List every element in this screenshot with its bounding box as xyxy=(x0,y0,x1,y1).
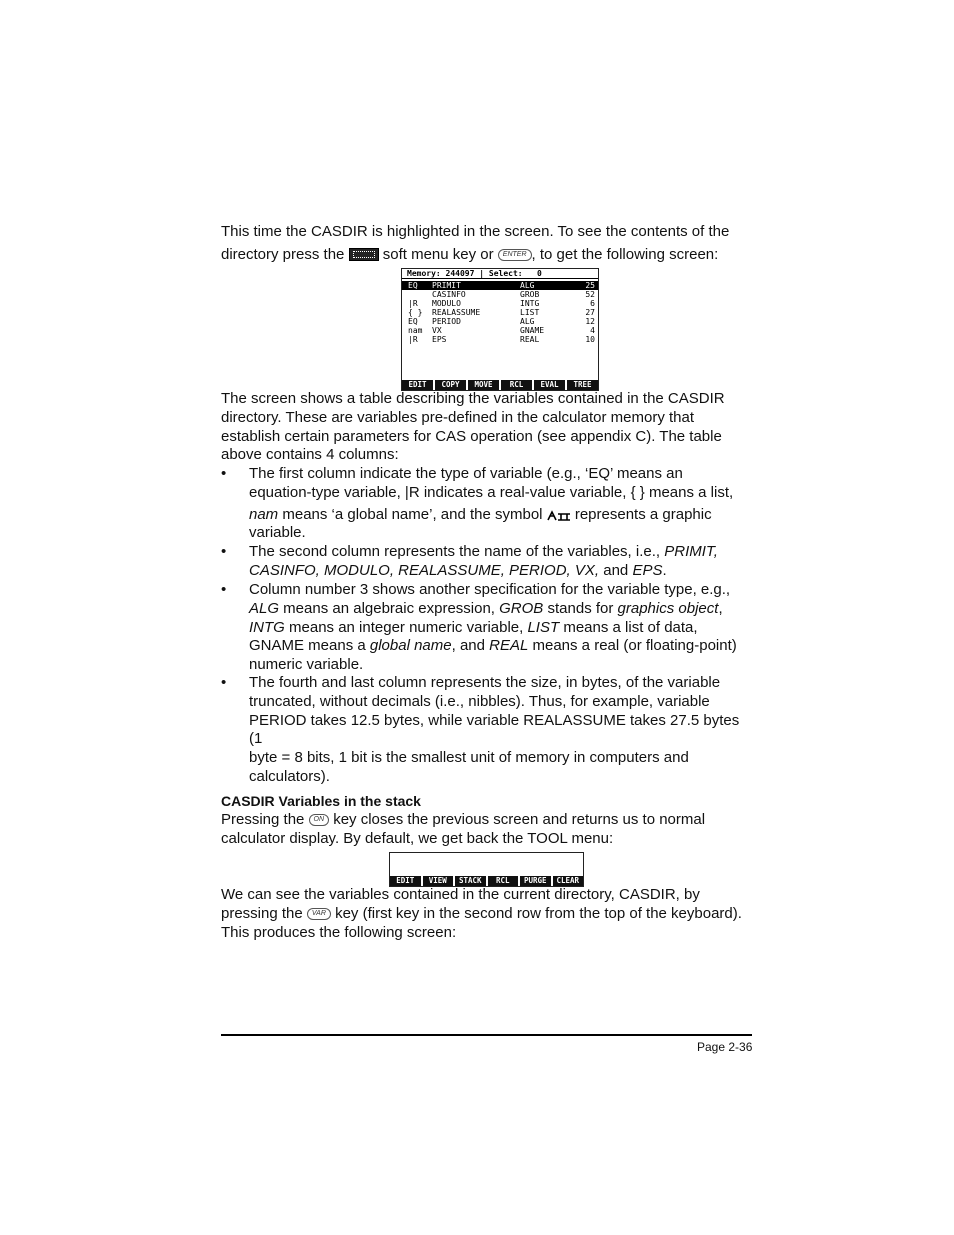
variable-name: PRIMIT xyxy=(432,281,461,290)
screen-header: Memory: 244097 | Select: 0 xyxy=(402,269,598,279)
variable-name: MODULO xyxy=(432,299,461,308)
bullet-1-text: The first column indicate the type of variable (e.g., ‘EQ’ means an equation-type variable, |R indicates a real-value variable, { } means a list, nam means ‘a global name’, and the symbol represents a graphic variable. xyxy=(249,465,734,542)
grob-icon xyxy=(547,509,571,521)
bullet-column-4 xyxy=(221,674,751,787)
calculator-screen-tool-menu xyxy=(389,852,584,887)
variable-size: 4 xyxy=(590,326,595,335)
section-line-1: Pressing the ON key closes the previous screen and returns us to normal xyxy=(221,810,706,828)
variable-size: 27 xyxy=(585,308,595,317)
variable-name: PERIOD xyxy=(432,317,461,326)
bullet-dot: • xyxy=(221,674,227,691)
variable-type: EQ xyxy=(408,281,418,290)
bullet-column-3 xyxy=(221,581,751,675)
menu-edit[interactable]: EDIT xyxy=(402,380,433,390)
menu-purge[interactable]: PURGE xyxy=(520,876,551,886)
variable-row[interactable] xyxy=(402,317,598,326)
menu-edit[interactable]: EDIT xyxy=(390,876,421,886)
var-key-icon: VAR xyxy=(307,908,331,920)
variable-kind: ALG xyxy=(520,317,535,326)
on-key-icon: ON xyxy=(309,814,330,826)
variable-row[interactable] xyxy=(402,326,598,335)
variable-row[interactable] xyxy=(402,335,598,344)
menu-eval[interactable]: EVAL xyxy=(534,380,565,390)
variable-type: { } xyxy=(408,308,423,317)
menu-stack[interactable]: STACK xyxy=(455,876,486,886)
menu-clear[interactable]: CLEAR xyxy=(553,876,584,886)
variable-size: 6 xyxy=(590,299,595,308)
variable-name: VX xyxy=(432,326,442,335)
section-line-2: calculator display. By default, we get back the TOOL menu: xyxy=(221,829,614,847)
intro-line-1: This time the CASDIR is highlighted in the screen. To see the contents of the xyxy=(221,223,730,240)
menu-move[interactable]: MOVE xyxy=(468,380,499,390)
variable-row[interactable] xyxy=(402,308,598,317)
variable-size: 10 xyxy=(585,335,595,344)
variable-kind: ALG xyxy=(520,281,535,290)
menu-copy[interactable]: COPY xyxy=(435,380,466,390)
variable-type: nam xyxy=(408,326,423,335)
desc-line-2: directory. These are variables pre-defined in the calculator memory that xyxy=(221,408,695,426)
variable-row[interactable] xyxy=(402,281,598,290)
footer-rule xyxy=(221,1034,752,1036)
variable-type: |R xyxy=(408,299,418,308)
enter-key-icon: ENTER xyxy=(498,249,532,261)
variable-size: 12 xyxy=(585,317,595,326)
variable-kind: LIST xyxy=(520,308,540,317)
calculator-screen-casdir xyxy=(401,268,599,391)
bullet-dot: • xyxy=(221,543,227,560)
intro-text-b: soft menu key or xyxy=(382,245,494,263)
bullet-dot: • xyxy=(221,581,227,598)
desc-line-4: above contains 4 columns: xyxy=(221,446,399,464)
table-description xyxy=(221,390,751,465)
page-number: Page 2-36 xyxy=(697,1040,753,1054)
variable-kind: REAL xyxy=(520,335,540,344)
var-line-3: This produces the following screen: xyxy=(221,923,457,941)
menu-tree[interactable]: TREE xyxy=(567,380,598,390)
variable-kind: INTG xyxy=(520,299,540,308)
variable-row[interactable] xyxy=(402,290,598,299)
menu-view[interactable]: VIEW xyxy=(423,876,454,886)
variable-name: REALASSUME xyxy=(432,308,481,317)
bullet-column-1 xyxy=(221,465,751,543)
section-heading: CASDIR Variables in the stack xyxy=(221,793,421,809)
variable-kind: GROB xyxy=(520,290,540,299)
intro-paragraph xyxy=(221,223,751,265)
variable-row[interactable] xyxy=(402,299,598,308)
menu-rcl[interactable]: RCL xyxy=(488,876,519,886)
intro-line-2 xyxy=(221,246,751,265)
softkey-menu xyxy=(402,380,598,390)
var-paragraph xyxy=(221,886,751,942)
casdir-softkey-icon xyxy=(349,248,379,261)
bullet-dot: • xyxy=(221,465,227,482)
bullet-column-2 xyxy=(221,543,751,581)
var-line-1: We can see the variables contained in the current directory, CASDIR, by xyxy=(221,886,700,903)
bullet-2-text: The second column represents the name of the variables, i.e., PRIMIT, CASINFO, MODULO, REALASSUME, PERIOD, VX, and EPS. xyxy=(249,543,718,579)
variable-kind: GNAME xyxy=(520,326,545,335)
variable-name: CASINFO xyxy=(432,290,466,299)
intro-text-c: , to get the following screen: xyxy=(531,245,719,263)
variable-name: EPS xyxy=(432,335,447,344)
tool-softkey-menu xyxy=(390,876,583,886)
variable-size: 52 xyxy=(585,290,595,299)
bullet-4-text: The fourth and last column represents the size, in bytes, of the variable truncated, without decimals (i.e., nibbles). Thus, for example, variable PERIOD takes 12.5 bytes, while variable REALASSUME takes 27.5 bytes (1 byte = 8 bits, 1 bit is the smallest unit of memory in computers and calculators). xyxy=(249,674,740,785)
stack-section xyxy=(221,792,751,848)
bullet-3-text: Column number 3 shows another specification for the variable type, e.g., ALG means an algebraic expression, GROB stands for graphics object, INTG means an integer numeric variable, LIST means a list of data, GNAME means a global name, and REAL means a real (or floating-point) numeric variable. xyxy=(249,581,737,674)
variable-type: EQ xyxy=(408,317,418,326)
desc-line-1: The screen shows a table describing the variables contained in the CASDIR xyxy=(221,390,725,407)
intro-text-a: directory press the xyxy=(221,245,345,263)
var-line-2: pressing the VAR key (first key in the second row from the top of the keyboard). xyxy=(221,904,742,922)
variable-size: 25 xyxy=(585,281,595,290)
menu-rcl[interactable]: RCL xyxy=(501,380,532,390)
variable-type: |R xyxy=(408,335,418,344)
desc-line-3: establish certain parameters for CAS operation (see appendix C). The table xyxy=(221,427,722,445)
